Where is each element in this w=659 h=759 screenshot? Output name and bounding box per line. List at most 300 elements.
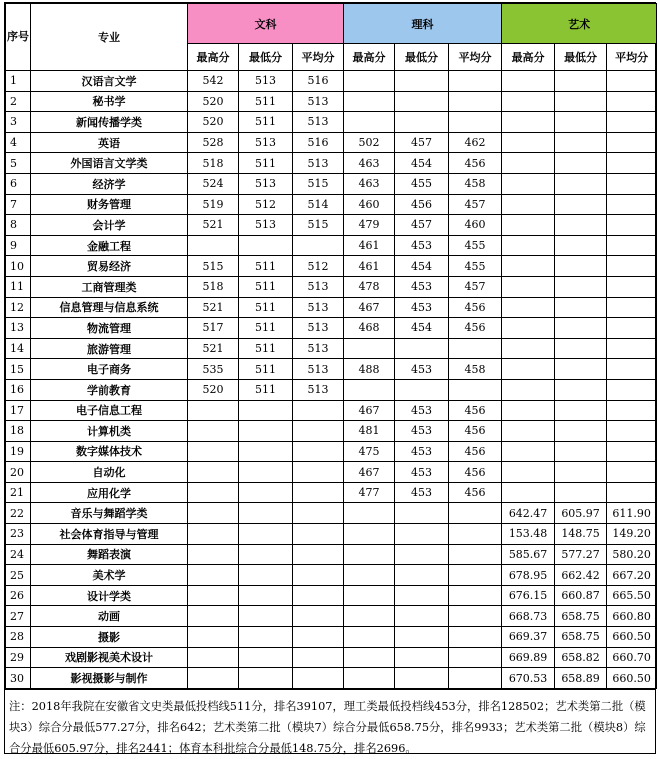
score-l-max <box>344 338 395 359</box>
score-y-max <box>502 379 555 400</box>
score-l-max <box>344 112 395 133</box>
score-w-max: 520 <box>188 112 239 133</box>
score-y-max <box>502 112 555 133</box>
table-row <box>6 194 657 215</box>
score-y-min <box>555 359 607 380</box>
score-w-min <box>239 565 293 586</box>
score-l-min: 456 <box>395 194 449 215</box>
score-y-min <box>555 91 607 112</box>
score-y-min <box>555 338 607 359</box>
score-l-avg: 456 <box>449 421 502 442</box>
score-w-max <box>188 585 239 606</box>
score-l-min: 453 <box>395 441 449 462</box>
score-y-min <box>555 112 607 133</box>
score-w-avg <box>293 585 344 606</box>
score-l-max <box>344 627 395 648</box>
score-y-max <box>502 462 555 483</box>
score-y-avg: 580.20 <box>607 544 657 565</box>
score-w-min: 511 <box>239 153 293 174</box>
score-y-avg <box>607 462 657 483</box>
score-w-max: 521 <box>188 297 239 318</box>
score-w-max: 521 <box>188 215 239 236</box>
score-w-max: 535 <box>188 359 239 380</box>
row-index: 21 <box>6 482 31 503</box>
score-y-max <box>502 421 555 442</box>
score-y-min <box>555 276 607 297</box>
score-l-avg: 455 <box>449 256 502 277</box>
score-y-max <box>502 338 555 359</box>
score-w-avg <box>293 400 344 421</box>
header-yi-min: 最低分 <box>555 44 607 71</box>
score-w-avg: 513 <box>293 338 344 359</box>
score-l-max: 467 <box>344 297 395 318</box>
score-y-avg: 149.20 <box>607 524 657 545</box>
score-l-avg <box>449 524 502 545</box>
score-w-min: 511 <box>239 91 293 112</box>
major-name: 计算机类 <box>31 421 188 442</box>
header-group-like: 理科 <box>344 4 502 44</box>
table-row <box>6 462 657 483</box>
score-l-max: 481 <box>344 421 395 442</box>
score-y-avg: 660.50 <box>607 627 657 648</box>
score-l-avg: 456 <box>449 153 502 174</box>
score-l-min <box>395 71 449 92</box>
score-y-min: 658.89 <box>555 668 607 689</box>
score-w-avg <box>293 503 344 524</box>
score-w-avg: 513 <box>293 91 344 112</box>
header-group-wenke: 文科 <box>188 4 344 44</box>
header-yi-avg: 平均分 <box>607 44 657 71</box>
score-y-avg <box>607 71 657 92</box>
header-yi-max: 最高分 <box>502 44 555 71</box>
score-w-min: 511 <box>239 379 293 400</box>
row-index: 9 <box>6 235 31 256</box>
score-l-min <box>395 524 449 545</box>
score-y-min <box>555 421 607 442</box>
score-l-avg: 456 <box>449 297 502 318</box>
score-l-avg <box>449 606 502 627</box>
score-y-min: 577.27 <box>555 544 607 565</box>
score-y-avg <box>607 276 657 297</box>
score-y-max: 585.67 <box>502 544 555 565</box>
score-w-min: 511 <box>239 276 293 297</box>
score-y-max: 153.48 <box>502 524 555 545</box>
score-w-avg: 515 <box>293 173 344 194</box>
score-l-min <box>395 606 449 627</box>
score-l-avg: 462 <box>449 132 502 153</box>
score-w-max: 524 <box>188 173 239 194</box>
score-y-avg <box>607 421 657 442</box>
score-l-avg <box>449 91 502 112</box>
score-l-min <box>395 565 449 586</box>
score-l-max <box>344 544 395 565</box>
score-w-min <box>239 606 293 627</box>
score-l-avg: 458 <box>449 173 502 194</box>
score-l-max <box>344 668 395 689</box>
score-y-avg: 660.70 <box>607 647 657 668</box>
major-name: 金融工程 <box>31 235 188 256</box>
score-w-avg <box>293 524 344 545</box>
score-y-max: 678.95 <box>502 565 555 586</box>
score-w-min <box>239 647 293 668</box>
major-name: 戏剧影视美术设计 <box>31 647 188 668</box>
score-y-avg <box>607 441 657 462</box>
score-w-min: 511 <box>239 318 293 339</box>
score-w-max <box>188 565 239 586</box>
row-index: 27 <box>6 606 31 627</box>
score-y-max: 676.15 <box>502 585 555 606</box>
score-l-avg: 456 <box>449 482 502 503</box>
score-y-avg: 611.90 <box>607 503 657 524</box>
major-name: 电子信息工程 <box>31 400 188 421</box>
score-l-avg <box>449 565 502 586</box>
row-index: 3 <box>6 112 31 133</box>
score-l-max: 477 <box>344 482 395 503</box>
score-l-avg <box>449 585 502 606</box>
score-w-avg <box>293 421 344 442</box>
score-l-min: 453 <box>395 276 449 297</box>
score-y-max: 670.53 <box>502 668 555 689</box>
row-index: 11 <box>6 276 31 297</box>
score-l-max <box>344 585 395 606</box>
score-l-min: 455 <box>395 173 449 194</box>
table-row <box>6 421 657 442</box>
score-l-avg <box>449 338 502 359</box>
score-l-min <box>395 585 449 606</box>
major-name: 社会体育指导与管理 <box>31 524 188 545</box>
score-l-avg: 456 <box>449 318 502 339</box>
score-w-min <box>239 627 293 648</box>
score-y-avg <box>607 400 657 421</box>
score-y-min: 662.42 <box>555 565 607 586</box>
score-w-max <box>188 400 239 421</box>
score-w-max: 521 <box>188 338 239 359</box>
score-y-max <box>502 235 555 256</box>
score-y-min <box>555 153 607 174</box>
major-name: 信息管理与信息系统 <box>31 297 188 318</box>
major-name: 物流管理 <box>31 318 188 339</box>
score-l-avg <box>449 544 502 565</box>
score-y-avg <box>607 482 657 503</box>
major-name: 数字媒体技术 <box>31 441 188 462</box>
score-l-avg <box>449 71 502 92</box>
score-w-max: 528 <box>188 132 239 153</box>
score-y-min <box>555 71 607 92</box>
score-w-max <box>188 524 239 545</box>
table-row <box>6 606 657 627</box>
score-l-max: 463 <box>344 153 395 174</box>
score-l-avg <box>449 668 502 689</box>
score-w-max <box>188 544 239 565</box>
score-w-max: 517 <box>188 318 239 339</box>
major-name: 舞蹈表演 <box>31 544 188 565</box>
score-y-min <box>555 400 607 421</box>
score-l-max: 475 <box>344 441 395 462</box>
score-y-max <box>502 132 555 153</box>
major-name: 影视摄影与制作 <box>31 668 188 689</box>
major-name: 动画 <box>31 606 188 627</box>
score-w-max <box>188 668 239 689</box>
score-l-min <box>395 503 449 524</box>
score-l-max <box>344 503 395 524</box>
table-row <box>6 359 657 380</box>
score-y-min <box>555 215 607 236</box>
score-y-max: 669.89 <box>502 647 555 668</box>
score-y-max <box>502 318 555 339</box>
row-index: 1 <box>6 71 31 92</box>
major-name: 电子商务 <box>31 359 188 380</box>
score-w-max: 542 <box>188 71 239 92</box>
score-l-max <box>344 379 395 400</box>
score-w-min: 513 <box>239 215 293 236</box>
table-row <box>6 215 657 236</box>
score-l-min: 453 <box>395 359 449 380</box>
score-l-avg <box>449 112 502 133</box>
score-y-avg <box>607 112 657 133</box>
major-name: 会计学 <box>31 215 188 236</box>
score-y-avg <box>607 132 657 153</box>
score-w-min <box>239 400 293 421</box>
major-name: 新闻传播学类 <box>31 112 188 133</box>
score-y-max <box>502 359 555 380</box>
score-y-max <box>502 153 555 174</box>
score-l-min: 453 <box>395 462 449 483</box>
score-y-max <box>502 482 555 503</box>
score-w-avg: 512 <box>293 256 344 277</box>
score-w-min <box>239 668 293 689</box>
score-y-avg: 660.50 <box>607 668 657 689</box>
table-row <box>6 112 657 133</box>
table-row <box>6 173 657 194</box>
score-w-max <box>188 647 239 668</box>
score-w-min <box>239 235 293 256</box>
header-li-min: 最低分 <box>395 44 449 71</box>
score-w-max <box>188 503 239 524</box>
table-row <box>6 256 657 277</box>
score-w-min: 511 <box>239 359 293 380</box>
score-y-max <box>502 400 555 421</box>
table-row <box>6 153 657 174</box>
score-y-max <box>502 91 555 112</box>
score-l-avg: 460 <box>449 215 502 236</box>
major-name: 秘书学 <box>31 91 188 112</box>
score-l-avg: 456 <box>449 441 502 462</box>
score-y-max: 642.47 <box>502 503 555 524</box>
score-y-avg <box>607 91 657 112</box>
score-y-min: 148.75 <box>555 524 607 545</box>
row-index: 13 <box>6 318 31 339</box>
score-w-min <box>239 482 293 503</box>
major-name: 摄影 <box>31 627 188 648</box>
score-y-min <box>555 297 607 318</box>
row-index: 26 <box>6 585 31 606</box>
table-row <box>6 565 657 586</box>
score-w-max <box>188 482 239 503</box>
major-name: 工商管理类 <box>31 276 188 297</box>
score-l-min <box>395 627 449 648</box>
score-w-max <box>188 606 239 627</box>
score-l-max <box>344 71 395 92</box>
row-index: 16 <box>6 379 31 400</box>
score-l-max: 461 <box>344 256 395 277</box>
header-wen-min: 最低分 <box>239 44 293 71</box>
score-w-max: 518 <box>188 153 239 174</box>
score-l-min <box>395 379 449 400</box>
score-l-max: 461 <box>344 235 395 256</box>
score-w-avg: 516 <box>293 71 344 92</box>
score-l-min: 453 <box>395 482 449 503</box>
score-w-avg <box>293 606 344 627</box>
score-l-avg: 456 <box>449 400 502 421</box>
score-w-min <box>239 524 293 545</box>
score-w-min <box>239 441 293 462</box>
score-w-min: 513 <box>239 71 293 92</box>
row-index: 29 <box>6 647 31 668</box>
score-w-min: 511 <box>239 297 293 318</box>
score-l-min <box>395 112 449 133</box>
score-l-avg <box>449 627 502 648</box>
score-w-avg: 513 <box>293 112 344 133</box>
row-index: 5 <box>6 153 31 174</box>
score-l-avg: 457 <box>449 276 502 297</box>
score-w-max <box>188 421 239 442</box>
score-l-min: 457 <box>395 132 449 153</box>
score-y-avg <box>607 173 657 194</box>
row-index: 14 <box>6 338 31 359</box>
header-li-avg: 平均分 <box>449 44 502 71</box>
score-l-avg <box>449 647 502 668</box>
score-l-max: 467 <box>344 400 395 421</box>
score-l-avg <box>449 503 502 524</box>
score-y-min <box>555 194 607 215</box>
row-index: 22 <box>6 503 31 524</box>
table-row <box>6 585 657 606</box>
score-l-avg: 455 <box>449 235 502 256</box>
score-w-max: 515 <box>188 256 239 277</box>
score-w-max: 520 <box>188 379 239 400</box>
score-w-min <box>239 585 293 606</box>
score-w-max <box>188 462 239 483</box>
score-y-avg <box>607 297 657 318</box>
major-name: 经济学 <box>31 173 188 194</box>
score-y-max <box>502 173 555 194</box>
score-w-avg <box>293 647 344 668</box>
major-name: 外国语言文学类 <box>31 153 188 174</box>
score-w-max: 518 <box>188 276 239 297</box>
major-name: 美术学 <box>31 565 188 586</box>
score-y-max <box>502 194 555 215</box>
score-w-min: 511 <box>239 256 293 277</box>
row-index: 6 <box>6 173 31 194</box>
score-w-avg: 513 <box>293 297 344 318</box>
major-name: 音乐与舞蹈学类 <box>31 503 188 524</box>
major-name: 旅游管理 <box>31 338 188 359</box>
score-w-avg: 513 <box>293 276 344 297</box>
score-l-avg: 457 <box>449 194 502 215</box>
score-w-min <box>239 462 293 483</box>
score-l-max <box>344 606 395 627</box>
row-index: 2 <box>6 91 31 112</box>
score-y-max <box>502 71 555 92</box>
header-major: 专业 <box>31 4 188 71</box>
score-w-avg: 514 <box>293 194 344 215</box>
score-table <box>5 3 657 689</box>
score-y-min <box>555 132 607 153</box>
score-w-min <box>239 421 293 442</box>
score-y-avg <box>607 256 657 277</box>
score-y-min <box>555 441 607 462</box>
score-y-min <box>555 482 607 503</box>
score-w-avg: 513 <box>293 379 344 400</box>
score-y-max <box>502 215 555 236</box>
row-index: 19 <box>6 441 31 462</box>
header-li-max: 最高分 <box>344 44 395 71</box>
table-row <box>6 400 657 421</box>
score-w-min: 511 <box>239 338 293 359</box>
score-l-min: 453 <box>395 421 449 442</box>
score-y-min <box>555 173 607 194</box>
score-w-max <box>188 627 239 648</box>
score-l-min <box>395 544 449 565</box>
score-l-min: 453 <box>395 297 449 318</box>
score-y-avg: 660.80 <box>607 606 657 627</box>
score-w-avg <box>293 235 344 256</box>
score-y-min: 660.87 <box>555 585 607 606</box>
major-name: 贸易经济 <box>31 256 188 277</box>
score-l-min <box>395 668 449 689</box>
header-wen-max: 最高分 <box>188 44 239 71</box>
table-row <box>6 647 657 668</box>
score-l-max: 488 <box>344 359 395 380</box>
table-row <box>6 668 657 689</box>
table-row <box>6 71 657 92</box>
score-y-max <box>502 256 555 277</box>
score-y-min <box>555 318 607 339</box>
score-l-min: 453 <box>395 400 449 421</box>
score-l-avg <box>449 379 502 400</box>
score-w-avg <box>293 627 344 648</box>
score-w-avg <box>293 462 344 483</box>
score-w-min: 512 <box>239 194 293 215</box>
score-w-avg: 513 <box>293 359 344 380</box>
score-y-max <box>502 276 555 297</box>
score-y-avg: 665.50 <box>607 585 657 606</box>
score-y-min: 658.75 <box>555 627 607 648</box>
score-y-avg <box>607 338 657 359</box>
score-l-max <box>344 565 395 586</box>
major-name: 自动化 <box>31 462 188 483</box>
header-seq: 序号 <box>6 4 31 71</box>
score-l-max: 479 <box>344 215 395 236</box>
score-l-min: 457 <box>395 215 449 236</box>
score-w-avg <box>293 668 344 689</box>
score-w-max <box>188 235 239 256</box>
score-w-avg: 515 <box>293 215 344 236</box>
table-row <box>6 627 657 648</box>
table-row <box>6 503 657 524</box>
score-y-min <box>555 256 607 277</box>
major-name: 汉语言文学 <box>31 71 188 92</box>
score-y-min <box>555 379 607 400</box>
score-w-min: 511 <box>239 112 293 133</box>
footnote: 注：2018年我院在安徽省文史类最低投档线511分，排名39107，理工类最低投档线453分，排名128502；艺术类第二批（模块3）综合分最低577.27分，排名642；艺术类第二批（模块7）综合分最低658.75分，排名9933；艺术类第二批（模块8）综合分最低605.97分，排名2441；体育本科批综合分最低148.75分，排名2696。 <box>5 689 655 753</box>
table-row <box>6 276 657 297</box>
score-l-max: 478 <box>344 276 395 297</box>
score-w-avg: 513 <box>293 153 344 174</box>
table-body <box>6 71 657 689</box>
table-row <box>6 235 657 256</box>
score-y-min <box>555 235 607 256</box>
